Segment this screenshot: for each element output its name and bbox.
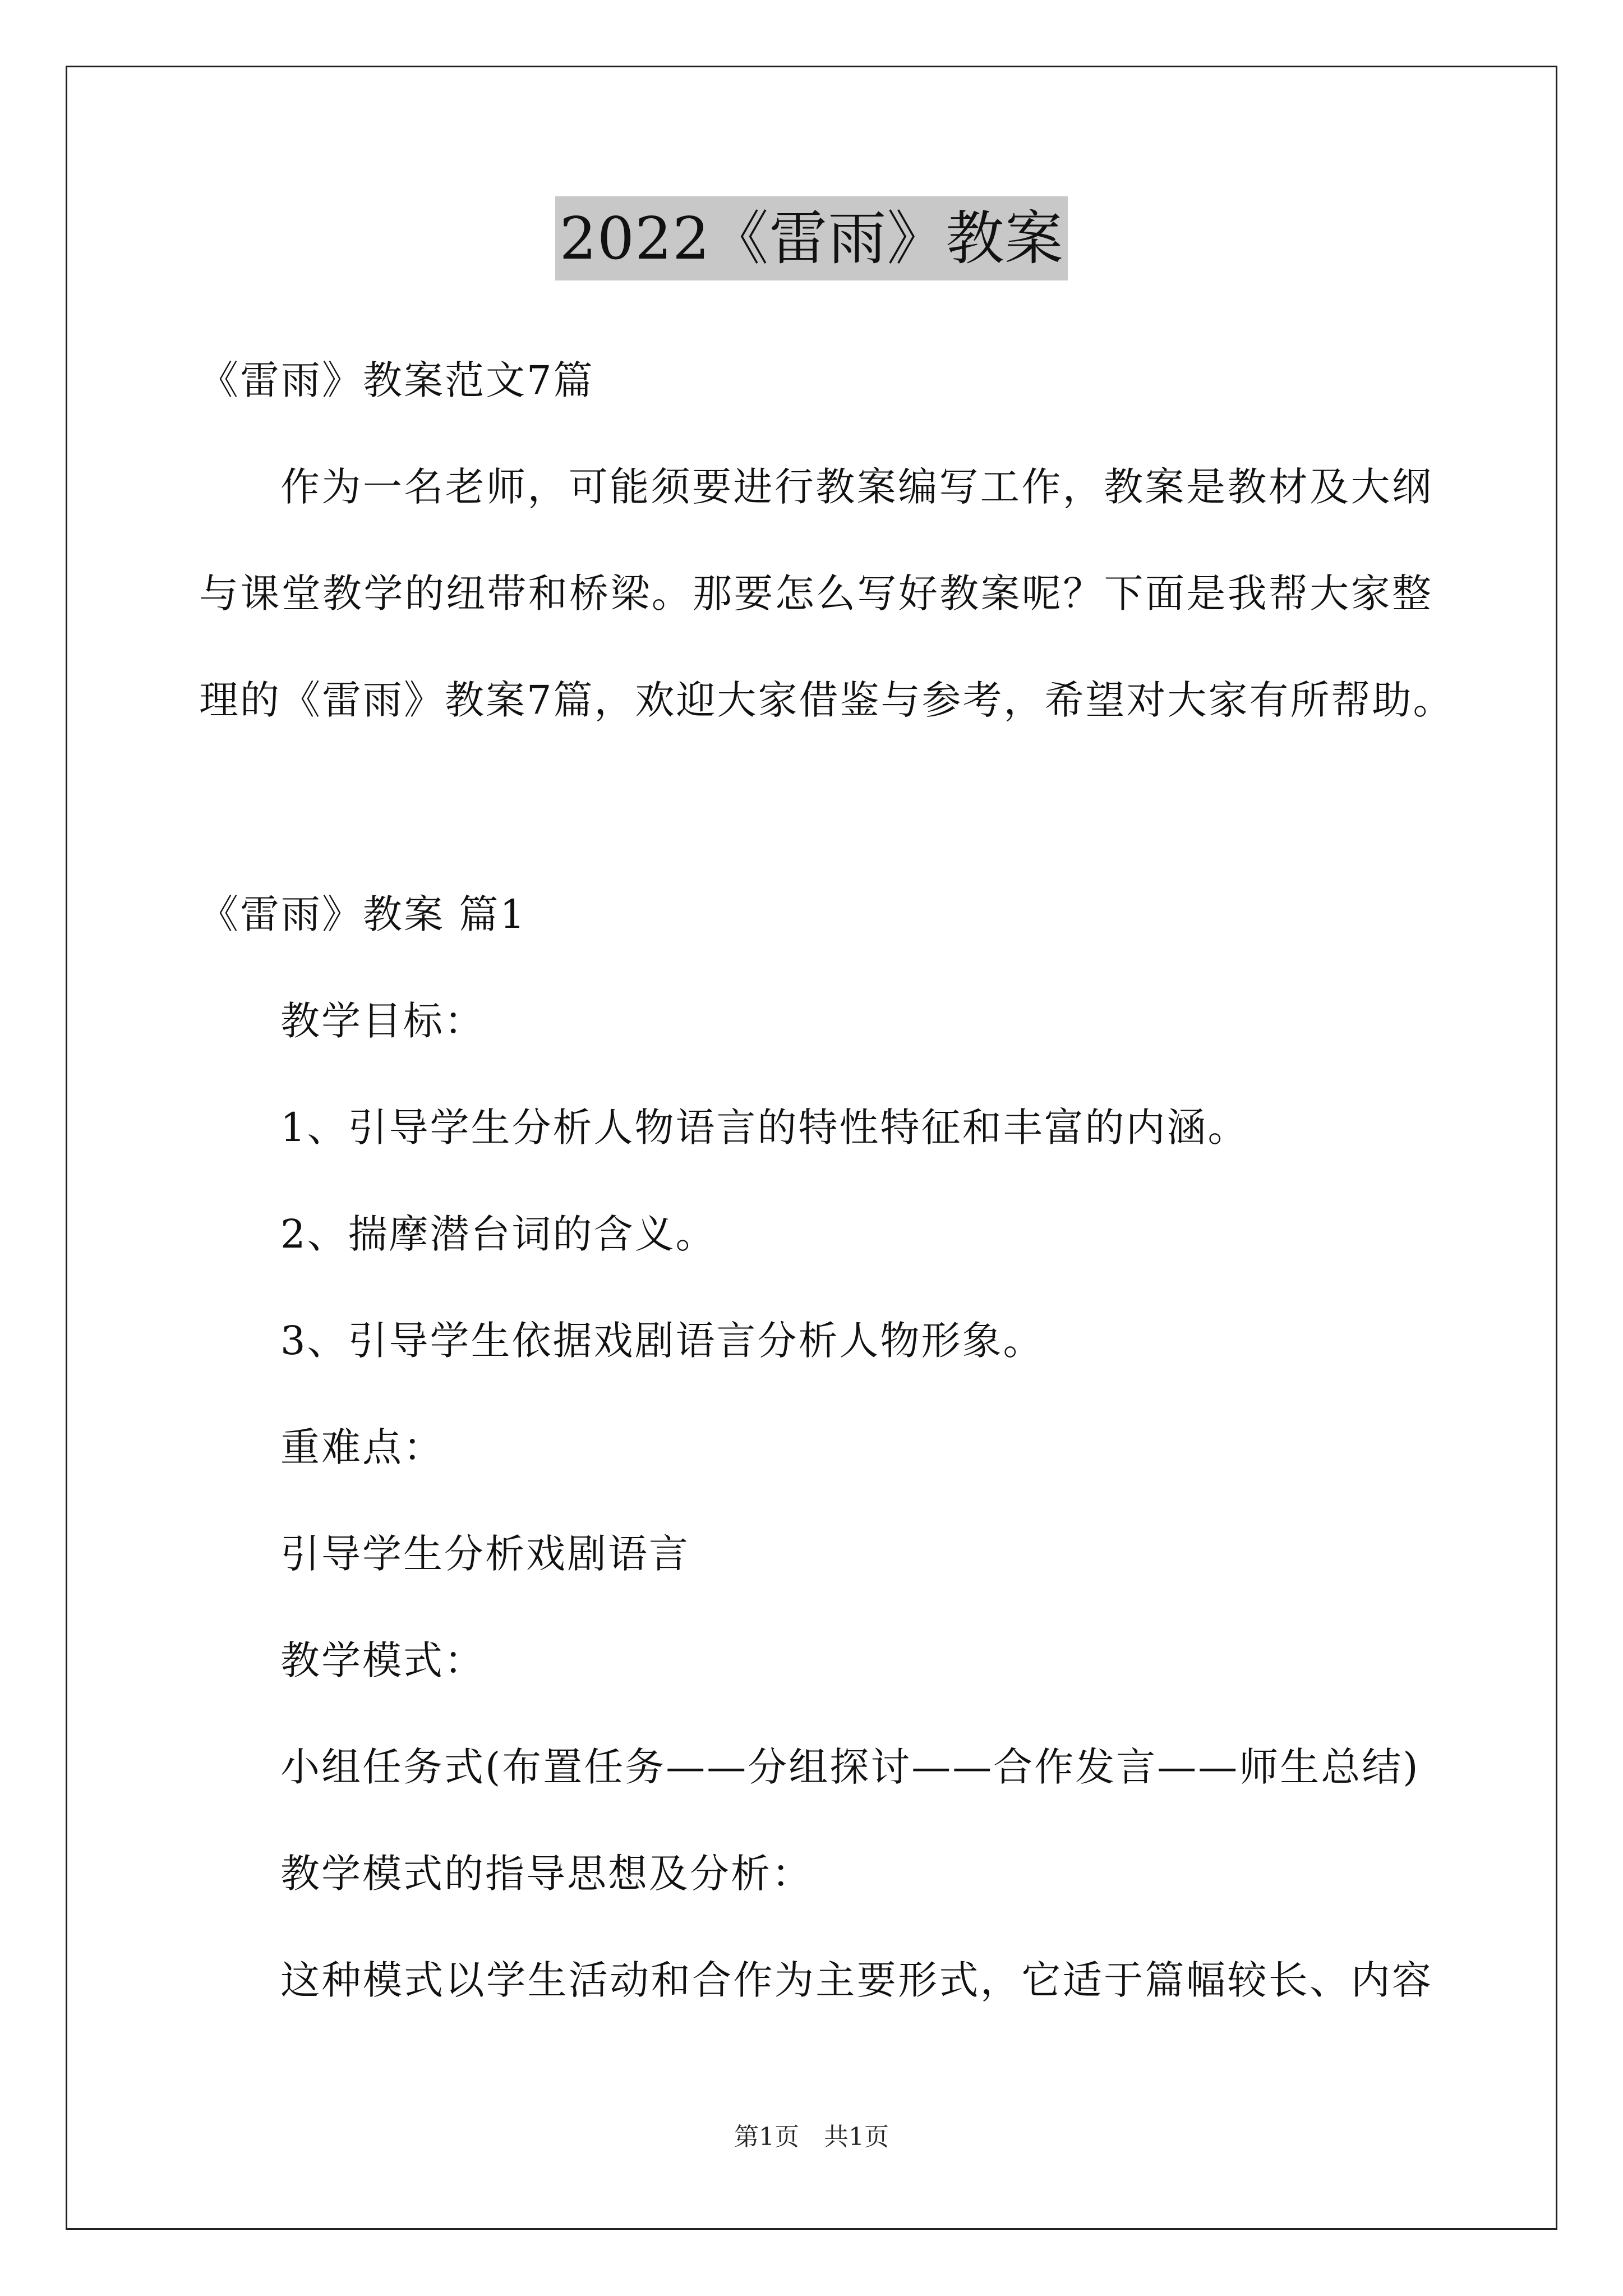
body-line-5: 重难点： [280, 1424, 444, 1470]
title-container [0, 196, 1623, 280]
body-line-9: 教学模式的指导思想及分析： [280, 1851, 813, 1897]
intro-line-2: 与课堂教学的纽带和桥梁。那要怎么写好教案呢？下面是我帮大家整 [199, 570, 1433, 616]
body-line-10: 这种模式以学生活动和合作为主要形式，它适于篇幅较长、内容 [280, 1957, 1433, 2003]
body-line-2: 1、引导学生分析人物语言的特性特征和丰富的内涵。 [280, 1105, 1249, 1151]
page-footer: 第1页 共1页 [734, 2123, 889, 2151]
intro-line-1: 作为一名老师，可能须要进行教案编写工作，教案是教材及大纲 [280, 464, 1433, 510]
body-line-6: 引导学生分析戏剧语言 [280, 1531, 690, 1577]
body-line-8: 小组任务式(布置任务——分组探讨——合作发言——师生总结) [280, 1744, 1420, 1790]
body-line-3: 2、揣摩潜台词的含义。 [280, 1211, 717, 1257]
body-line-1: 教学目标： [280, 998, 485, 1044]
body-line-7: 教学模式： [280, 1637, 485, 1683]
intro-line-3: 理的《雷雨》教案7篇，欢迎大家借鉴与参考，希望对大家有所帮助。 [199, 677, 1454, 723]
document-title: 2022《雷雨》教案 [555, 196, 1068, 280]
body-line-4: 3、引导学生依据戏剧语言分析人物形象。 [280, 1318, 1044, 1364]
section-heading: 《雷雨》教案 篇1 [199, 891, 527, 937]
document-subtitle: 《雷雨》教案范文7篇 [199, 357, 594, 403]
